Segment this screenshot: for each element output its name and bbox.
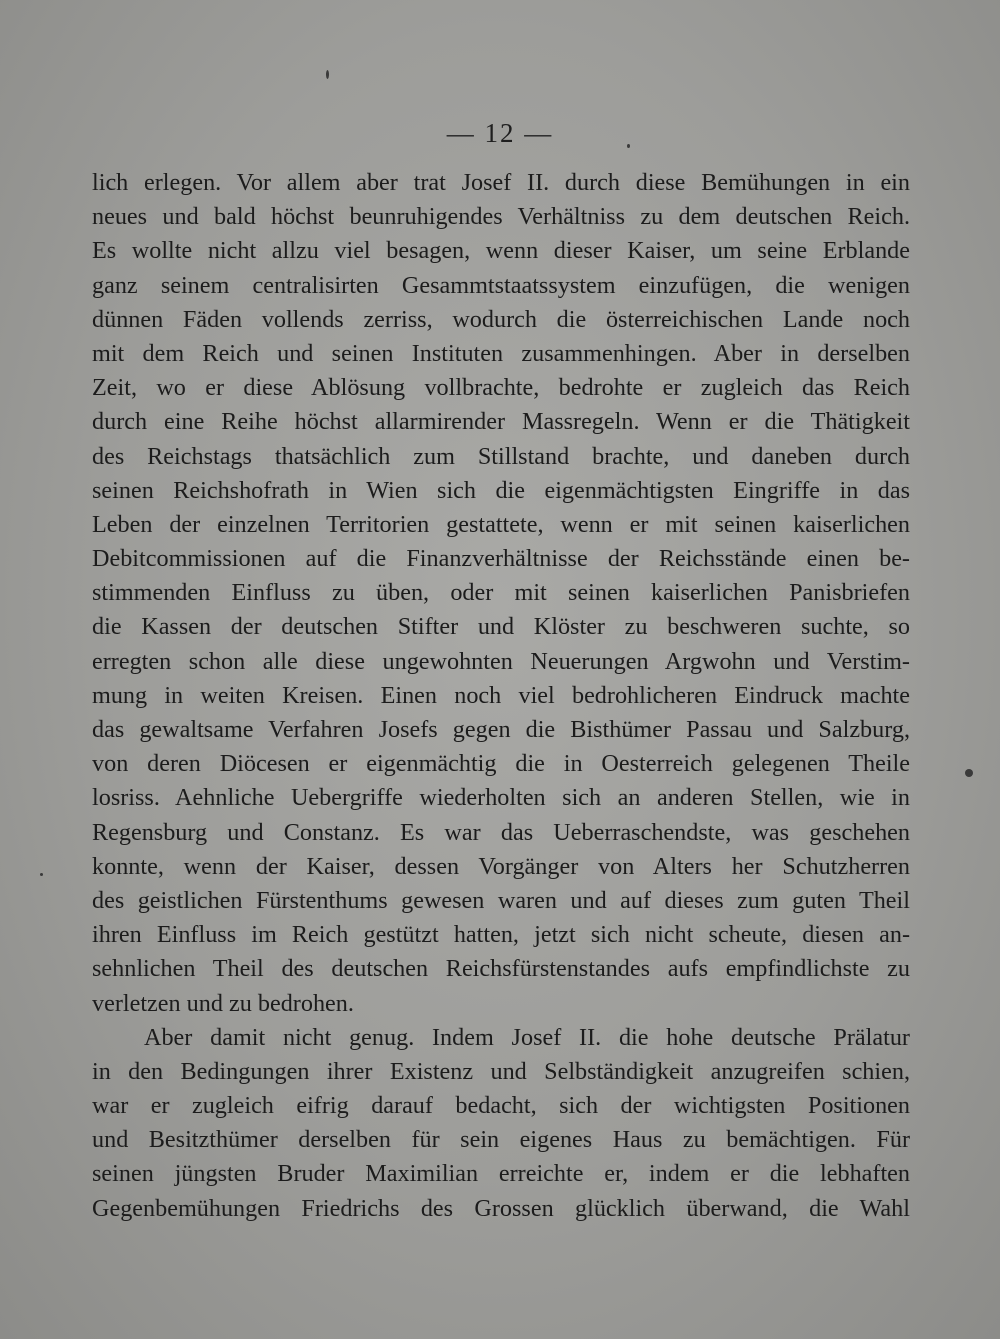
text-line: neues und bald höchst beunruhigendes Verhältniss zu dem deutschen Reich. (92, 203, 910, 231)
text-line: verletzen und zu bedrohen. (92, 989, 354, 1017)
text-line: Aber damit nicht genug. Indem Josef II. die hohe deutsche Prälatur (144, 1023, 910, 1051)
text-line: war er zugleich eifrig darauf bedacht, sich der wichtigsten Positionen (92, 1092, 910, 1120)
text-line: lich erlegen. Vor allem aber trat Josef II. durch diese Bemühungen in ein (92, 169, 910, 196)
text-line: das gewaltsame Verfahren Josefs gegen die Bisthümer Passau und Salzburg, (92, 716, 910, 743)
text-line: ganz seinem centralisirten Gesammtstaatssystem einzufügen, die wenigen (92, 271, 910, 299)
paper-speck (965, 769, 973, 777)
text-line: in den Bedingungen ihrer Existenz und Selbständigkeit anzugreifen schien, (92, 1057, 910, 1085)
text-line: konnte, wenn der Kaiser, dessen Vorgänger von Alters her Schutzherren (92, 852, 910, 880)
text-line: des Reichstags thatsächlich zum Stillstand brachte, und daneben durch (92, 442, 910, 470)
text-line: dünnen Fäden vollends zerriss, wodurch die österreichischen Lande noch (92, 305, 910, 333)
text-line: sehnlichen Theil des deutschen Reichsfürstenstandes aufs empfindlichste zu (92, 955, 910, 983)
text-line: und Besitzthümer derselben für sein eigenes Haus zu bemächtigen. Für (92, 1126, 910, 1154)
text-line: von deren Diöcesen er eigenmächtig die in Oesterreich gelegenen Theile (92, 750, 910, 778)
text-line: Debitcommissionen auf die Finanzverhältnisse der Reichsstände einen be- (92, 545, 910, 573)
text-line: Es wollte nicht allzu viel besagen, wenn dieser Kaiser, um seine Erblande (92, 237, 910, 265)
paper-speck (40, 873, 43, 876)
text-line: ihren Einfluss im Reich gestützt hatten, jetzt sich nicht scheute, diesen an- (92, 921, 910, 949)
text-line: Gegenbemühungen Friedrichs des Grossen glücklich überwand, die Wahl (92, 1194, 910, 1222)
text-line: mit dem Reich und seinen Instituten zusammenhingen. Aber in derselben (92, 339, 910, 367)
text-line: Leben der einzelnen Territorien gestattete, wenn er mit seinen kaiserlichen (92, 510, 910, 538)
page-number: — 12 — (446, 118, 554, 148)
text-line: die Kassen der deutschen Stifter und Klöster zu beschweren suchte, so (92, 613, 910, 641)
paper-speck (326, 70, 329, 79)
text-line: Zeit, wo er diese Ablösung vollbrachte, bedrohte er zugleich das Reich (92, 374, 910, 402)
text-line: des geistlichen Fürstenthums gewesen waren und auf dieses zum guten Theil (92, 886, 910, 914)
paragraph-2 (92, 1021, 910, 1226)
text-line: Regensburg und Constanz. Es war das Ueberraschendste, was geschehen (92, 818, 910, 846)
paper-speck (627, 144, 630, 148)
text-line: durch eine Reihe höchst allarmirender Massregeln. Wenn er die Thätigkeit (92, 408, 910, 436)
text-line: mung in weiten Kreisen. Einen noch viel bedrohlicheren Eindruck machte (92, 681, 910, 709)
paragraph-1 (92, 166, 910, 1021)
text-line: losriss. Aehnliche Uebergriffe wiederholten sich an anderen Stellen, wie in (92, 784, 910, 812)
body-text (92, 166, 910, 1226)
text-line: stimmenden Einfluss zu üben, oder mit seinen kaiserlichen Panisbriefen (92, 579, 910, 607)
text-line: erregten schon alle diese ungewohnten Neuerungen Argwohn und Verstim- (92, 647, 910, 675)
text-line: seinen Reichshofrath in Wien sich die eigenmächtigsten Eingriffe in das (92, 476, 910, 504)
text-line: seinen jüngsten Bruder Maximilian erreichte er, indem er die lebhaften (92, 1160, 910, 1188)
